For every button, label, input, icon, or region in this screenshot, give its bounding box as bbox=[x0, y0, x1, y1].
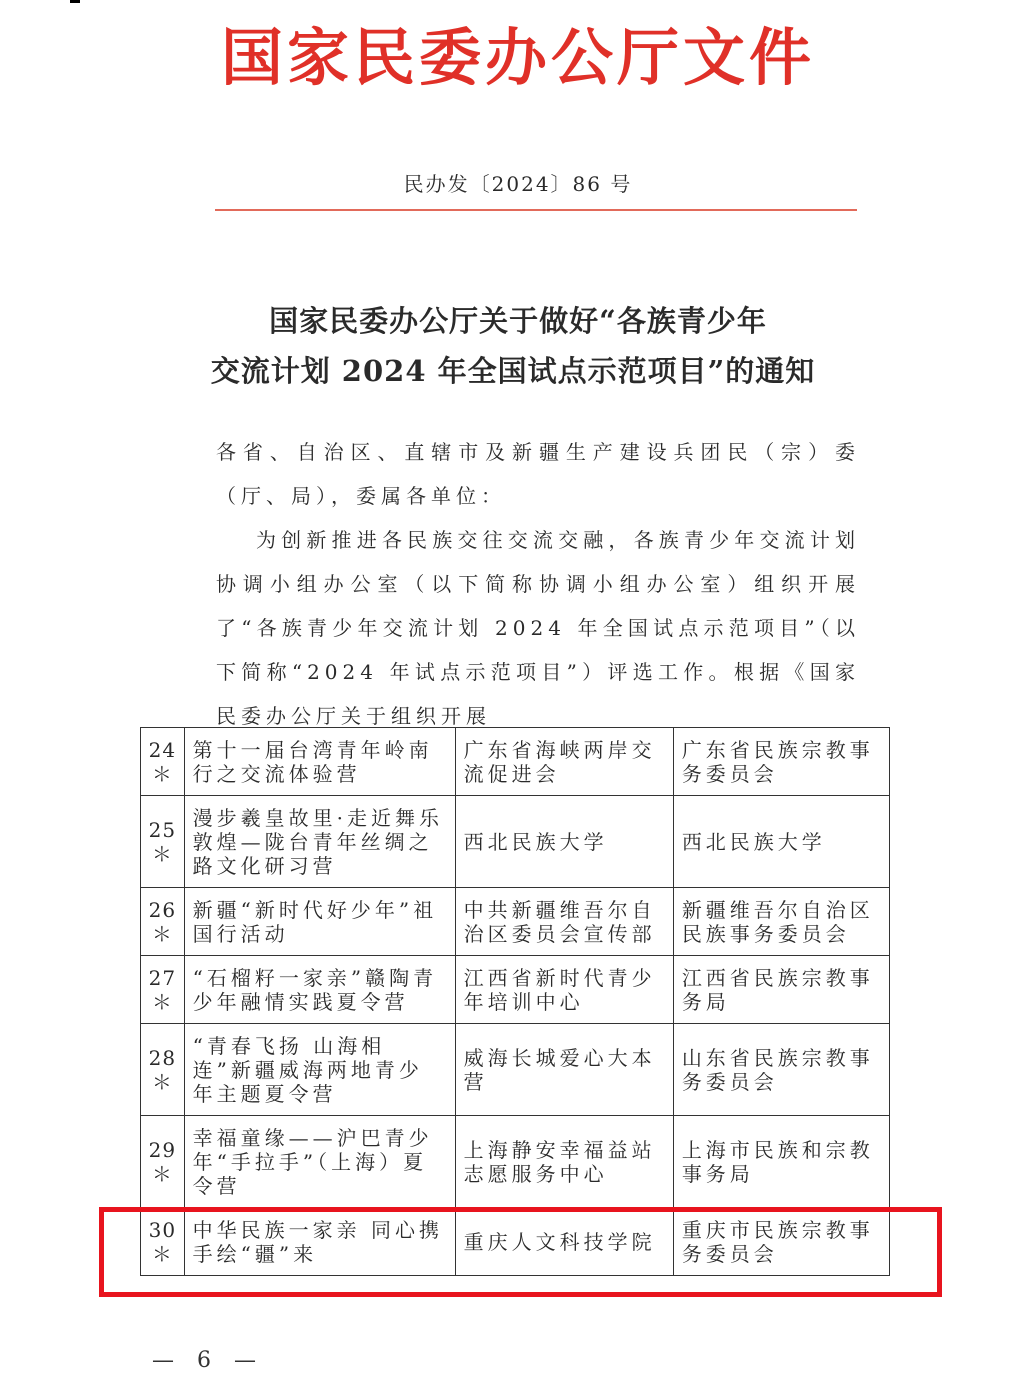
project-table bbox=[140, 727, 890, 1276]
cell-recommending-unit: 江西省民族宗教事务局 bbox=[673, 956, 889, 1024]
cell-project-name: 幸福童缘——沪巴青少年“手拉手”（上海）夏令营 bbox=[184, 1116, 455, 1208]
scan-mark bbox=[70, 0, 80, 3]
document-title bbox=[0, 296, 1036, 396]
table-row bbox=[141, 888, 890, 956]
cell-recommending-unit: 重庆市民族宗教事务委员会 bbox=[673, 1208, 889, 1276]
cell-organizer: 西北民族大学 bbox=[455, 796, 673, 888]
cell-organizer: 江西省新时代青少年培训中心 bbox=[455, 956, 673, 1024]
cell-recommending-unit: 广东省民族宗教事务委员会 bbox=[673, 728, 889, 796]
cell-number: 28＊ bbox=[141, 1024, 185, 1116]
cell-recommending-unit: 新疆维吾尔自治区民族事务委员会 bbox=[673, 888, 889, 956]
cell-number: 27＊ bbox=[141, 956, 185, 1024]
cell-organizer: 威海长城爱心大本营 bbox=[455, 1024, 673, 1116]
table-row bbox=[141, 728, 890, 796]
highlight-box bbox=[99, 1207, 942, 1297]
title-line-1: 国家民委办公厅关于做好“各族青少年 bbox=[269, 304, 767, 338]
document-red-header: 国家民委办公厅文件 bbox=[220, 21, 815, 94]
cell-project-name: “石榴籽一家亲”赣陶青少年融情实践夏令营 bbox=[184, 956, 455, 1024]
cell-recommending-unit: 西北民族大学 bbox=[673, 796, 889, 888]
cell-recommending-unit: 山东省民族宗教事务委员会 bbox=[673, 1024, 889, 1116]
cell-organizer: 中共新疆维吾尔自治区委员会宣传部 bbox=[455, 888, 673, 956]
cell-number: 24＊ bbox=[141, 728, 185, 796]
cell-project-name: 第十一届台湾青年岭南行之交流体验营 bbox=[184, 728, 455, 796]
addressee-paragraph: 各省、自治区、直辖市及新疆生产建设兵团民（宗）委（厅、局），委属各单位： bbox=[216, 440, 860, 508]
page-number: — 6 — bbox=[152, 1348, 264, 1373]
cell-project-name: 中华民族一家亲 同心携手绘“疆”来 bbox=[184, 1208, 455, 1276]
red-divider-line bbox=[215, 209, 857, 211]
cell-number: 30＊ bbox=[141, 1208, 185, 1276]
document-number: 民办发〔2024〕86 号 bbox=[403, 172, 633, 196]
cell-number: 26＊ bbox=[141, 888, 185, 956]
cell-project-name: 漫步羲皇故里·走近舞乐敦煌—陇台青年丝绸之路文化研习营 bbox=[184, 796, 455, 888]
cell-number: 25＊ bbox=[141, 796, 185, 888]
cell-recommending-unit: 上海市民族和宗教事务局 bbox=[673, 1116, 889, 1208]
cell-organizer: 广东省海峡两岸交流促进会 bbox=[455, 728, 673, 796]
body-paragraph: 为创新推进各民族交往交流交融，各族青少年交流计划协调小组办公室（以下简称协调小组办公室）组织开展了“各族青少年交流计划 2024 年全国试点示范项目”（以下简称“2024 年试点示范项目”）评选工作。根据《国家民委办公厅关于组织开展 bbox=[216, 528, 860, 728]
title-line-2: 交流计划 2024 年全国试点示范项目”的通知 bbox=[210, 354, 816, 388]
cell-organizer: 重庆人文科技学院 bbox=[455, 1208, 673, 1276]
cell-organizer: 上海静安幸福益站志愿服务中心 bbox=[455, 1116, 673, 1208]
table-row bbox=[141, 1116, 890, 1208]
table-row bbox=[141, 956, 890, 1024]
cell-number: 29＊ bbox=[141, 1116, 185, 1208]
table-row bbox=[141, 1024, 890, 1116]
table-row bbox=[141, 796, 890, 888]
cell-project-name: “青春飞扬 山海相连”新疆威海两地青少年主题夏令营 bbox=[184, 1024, 455, 1116]
cell-project-name: 新疆“新时代好少年”祖国行活动 bbox=[184, 888, 455, 956]
